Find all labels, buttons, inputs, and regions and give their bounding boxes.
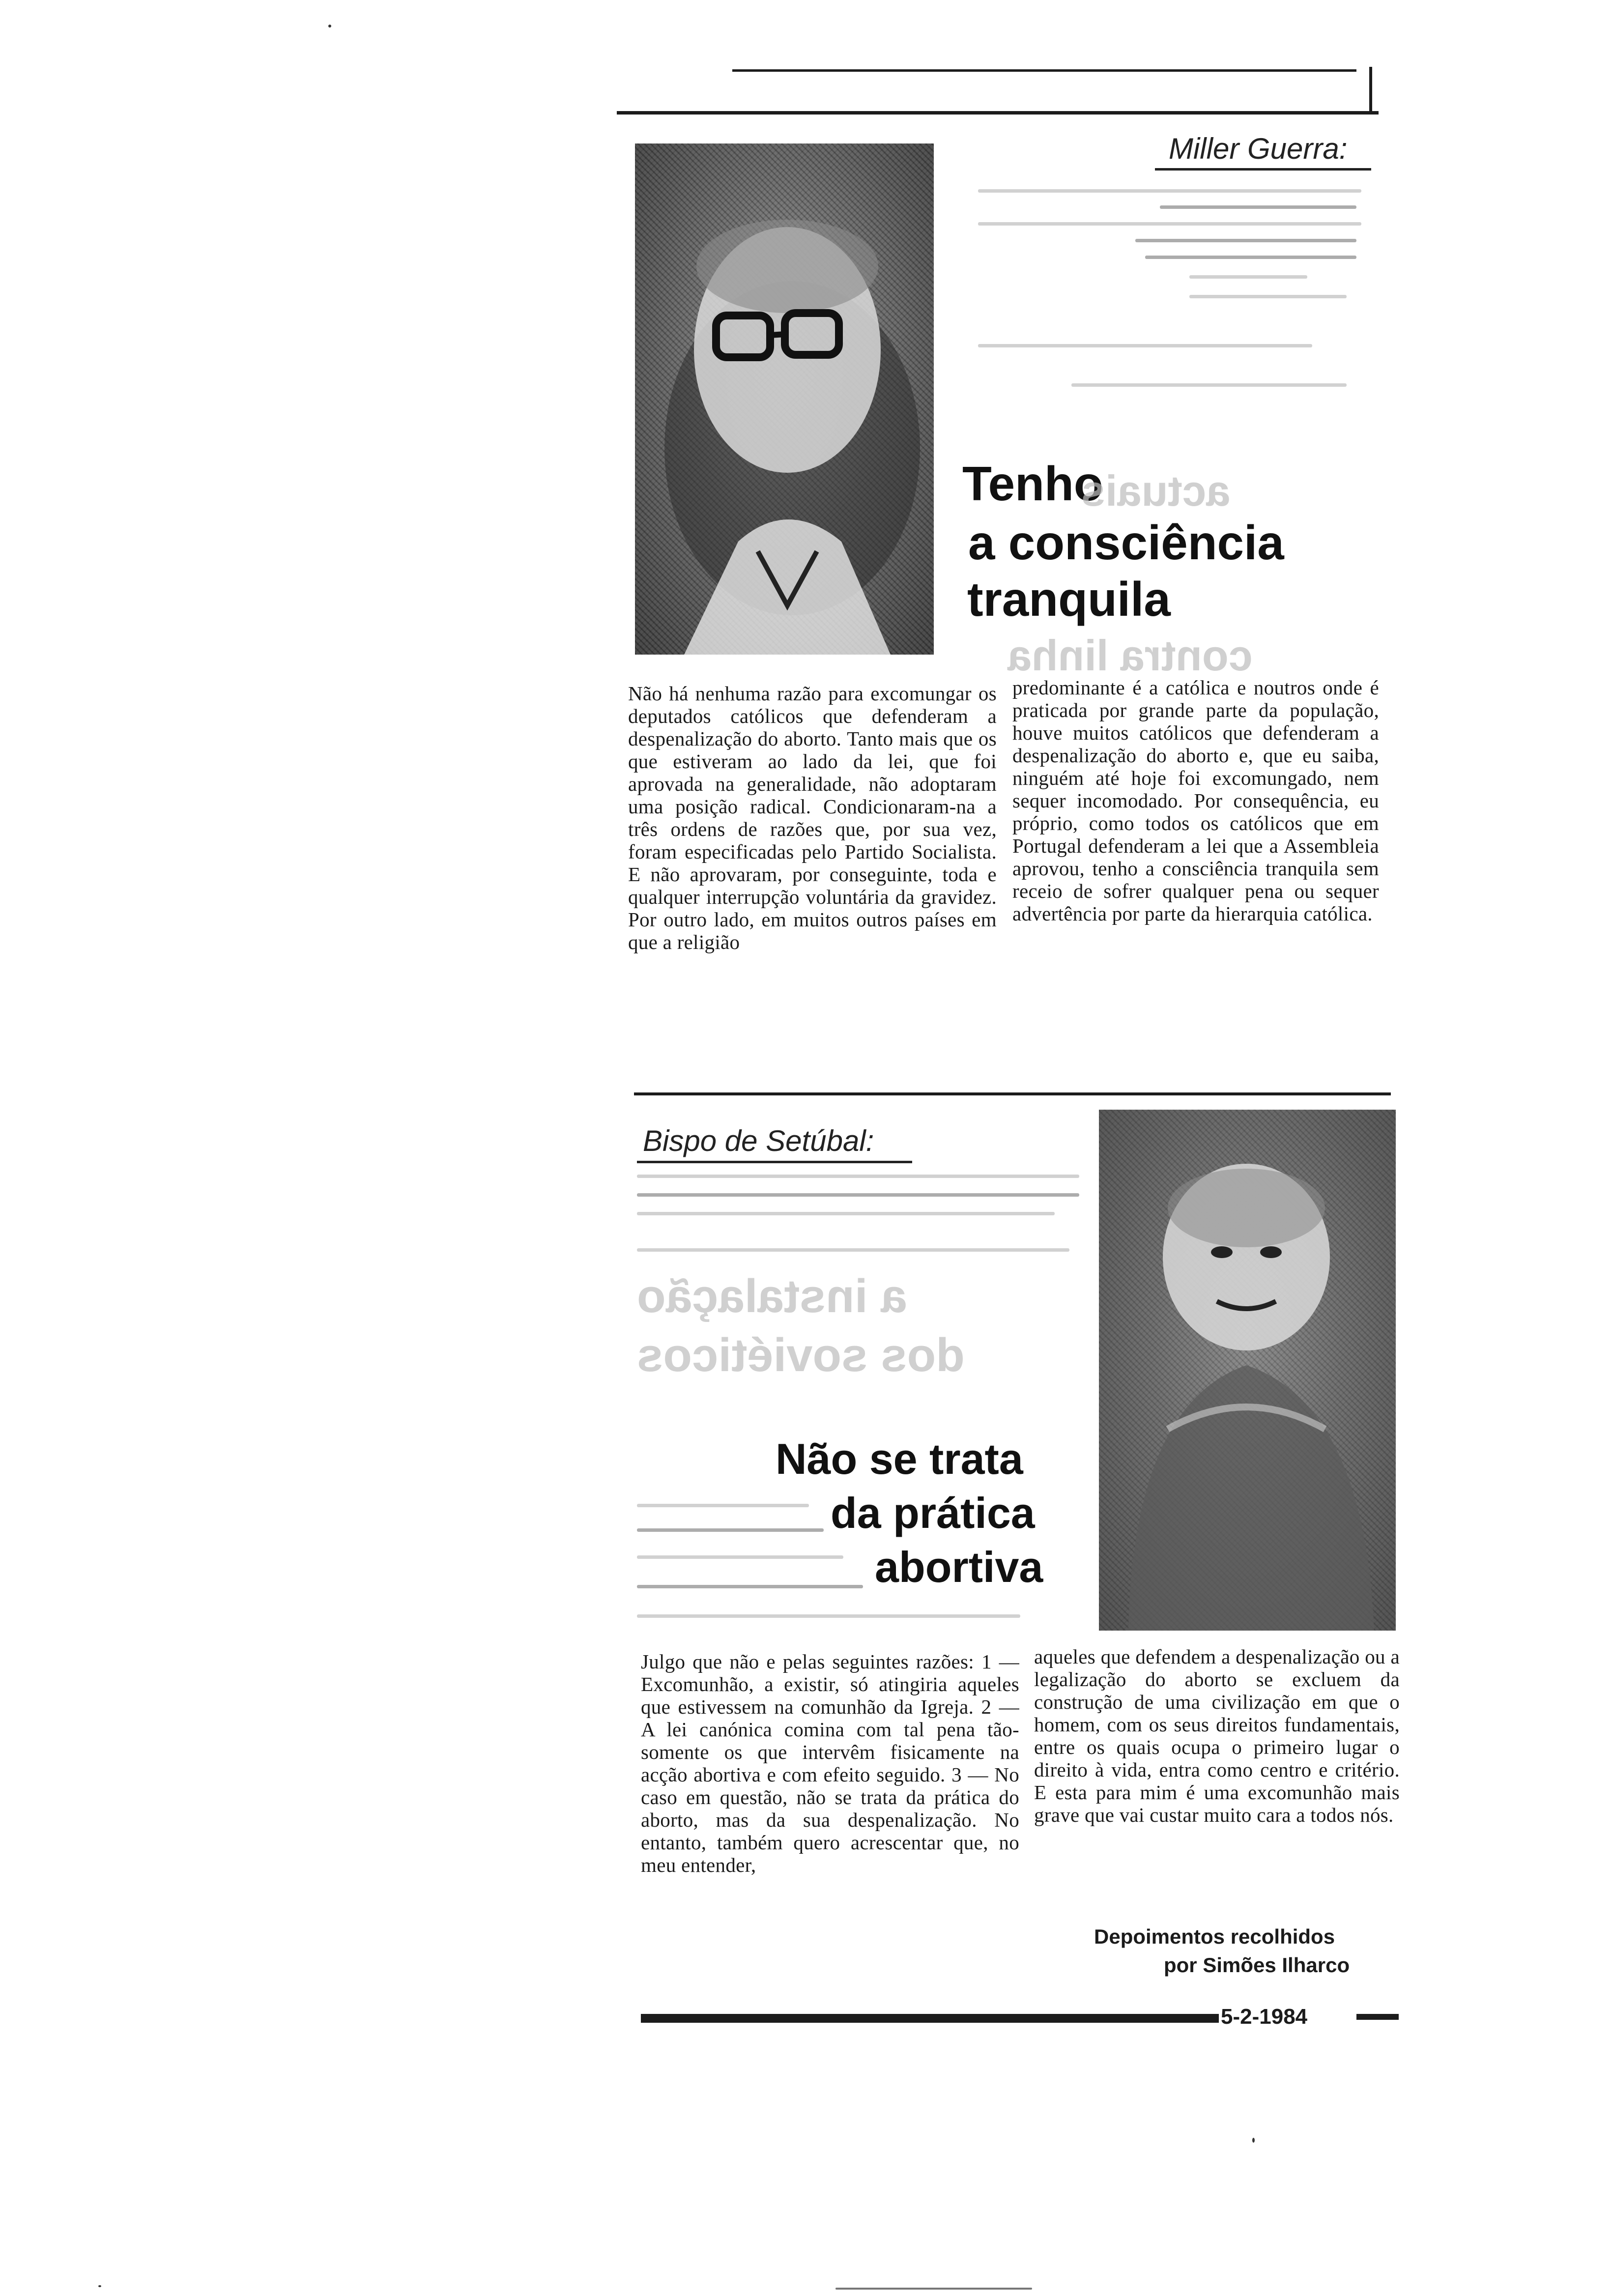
article-separator — [634, 1092, 1391, 1095]
article1-column-right: predominante é a católica e noutros onde é praticada por grande parte da população, houve muitos católicos que defenderam a despenalização do aborto e, que eu saiba, ninguém até hoje foi excomungado, nem sequer incomodado. Por consequência, eu próprio, como todos os católicos que em Portugal defenderam a lei que a Assembleia aprovou, tenho a consciência tranquila sem receio de sofrer qualquer pena ou sequer advertência por parte da hierarquia católica. — [1012, 676, 1379, 925]
article1-credit-underline — [1155, 168, 1371, 171]
top-rule — [617, 111, 1379, 115]
bleed-through-headline: contra linha — [1008, 631, 1253, 680]
article1-headline-line-1: Tenho — [962, 457, 1103, 511]
bleed-through-headline: dos soviéticos — [637, 1329, 965, 1381]
top-corner-bracket — [1369, 67, 1372, 114]
article1-headline-line-3: tranquila — [967, 572, 1171, 626]
portrait-photo-icon — [635, 144, 934, 655]
article2-headline-line-3: abortiva — [875, 1543, 1043, 1591]
article2-date: 5-2-1984 — [1221, 2005, 1308, 2029]
bleed-through-line — [637, 1212, 1055, 1215]
article2-signature-line-1: Depoimentos recolhidos — [1094, 1925, 1335, 1948]
bleed-through-line — [637, 1614, 1020, 1618]
article2-headline-line-1: Não se trata — [776, 1435, 1023, 1483]
scan-speck — [1252, 2138, 1255, 2143]
bleed-through-headline: actuais — [1081, 466, 1231, 515]
bleed-through-line — [637, 1175, 1079, 1178]
bleed-through-headline: a instalação — [637, 1270, 907, 1322]
scan-speck — [835, 2288, 1032, 2290]
bleed-through-line — [1160, 205, 1356, 209]
top-rule-inner — [732, 69, 1356, 72]
article2-headline-line-2: da prática — [831, 1489, 1035, 1537]
bleed-through-line — [1135, 239, 1356, 242]
article1-column-left: Não há nenhuma razão para excomungar os deputados católicos que defenderam a despenalização do aborto. Tanto mais que os que estiveram ao lado da lei, que foi aprovada na generalidade, não adoptaram uma posição radical. Condicionaram-na a três ordens de razões que, por sua vez, foram especificadas pelo Partido Socialista. E não aprovaram, por conseguinte, toda e qualquer interrupção voluntária da gravidez. Por outro lado, em muitos outros países em que a religião — [628, 682, 997, 953]
article2-credit-underline — [637, 1161, 912, 1163]
article2-credit: Bispo de Setúbal: — [643, 1124, 874, 1157]
miller-guerra-photo — [635, 144, 934, 655]
article2-signature-line-2: por Simões Ilharco — [1164, 1953, 1350, 1977]
bleed-through-line — [637, 1193, 1079, 1197]
bleed-through-line — [1071, 383, 1347, 387]
article1-headline-line-2: a consciência — [968, 516, 1284, 570]
bleed-through-line — [637, 1248, 1069, 1252]
bishop-of-setubal-photo — [1099, 1110, 1396, 1631]
scan-speck — [98, 2285, 101, 2287]
bleed-through-line — [1189, 295, 1347, 298]
article2-column-left: Julgo que não e pelas seguintes razões: 1 — Excomunhão, a existir, só atingiria aqueles que estivessem na comunhão da Igreja. 2 — A lei canónica comina com tal pena tão-somente os que intervêm fisicamente na acção abortiva e com efeito seguido. 3 — No caso em questão, não se trata da prática do aborto, mas da sua despenalização. No entanto, também quero acrescentar que, no meu entender, — [641, 1650, 1019, 1876]
bleed-through-line — [978, 189, 1361, 193]
bleed-through-line — [637, 1555, 843, 1559]
bleed-through-line — [978, 222, 1361, 226]
article2-column-right: aqueles que defendem a despenalização ou a legalização do aborto se excluem da construção de uma civilização em que o homem, com os seus direitos fundamentais, entre os quais ocupa o primeiro lugar o direito à vida, entra como centro e critério. E esta para mim é uma excomunhão mais grave que vai custar muito cara a todos nós. — [1034, 1645, 1400, 1826]
portrait-photo-icon — [1099, 1110, 1396, 1631]
article1-credit: Miller Guerra: — [1169, 132, 1348, 165]
bottom-rule-tail — [1356, 2014, 1399, 2020]
bleed-through-line — [978, 344, 1312, 347]
bleed-through-line — [637, 1528, 824, 1532]
bleed-through-line — [637, 1504, 809, 1507]
bleed-through-line — [1189, 275, 1307, 279]
bleed-through-line — [637, 1585, 863, 1588]
scan-speck — [328, 25, 331, 28]
bleed-through-line — [1145, 256, 1356, 259]
bottom-rule — [641, 2014, 1219, 2023]
